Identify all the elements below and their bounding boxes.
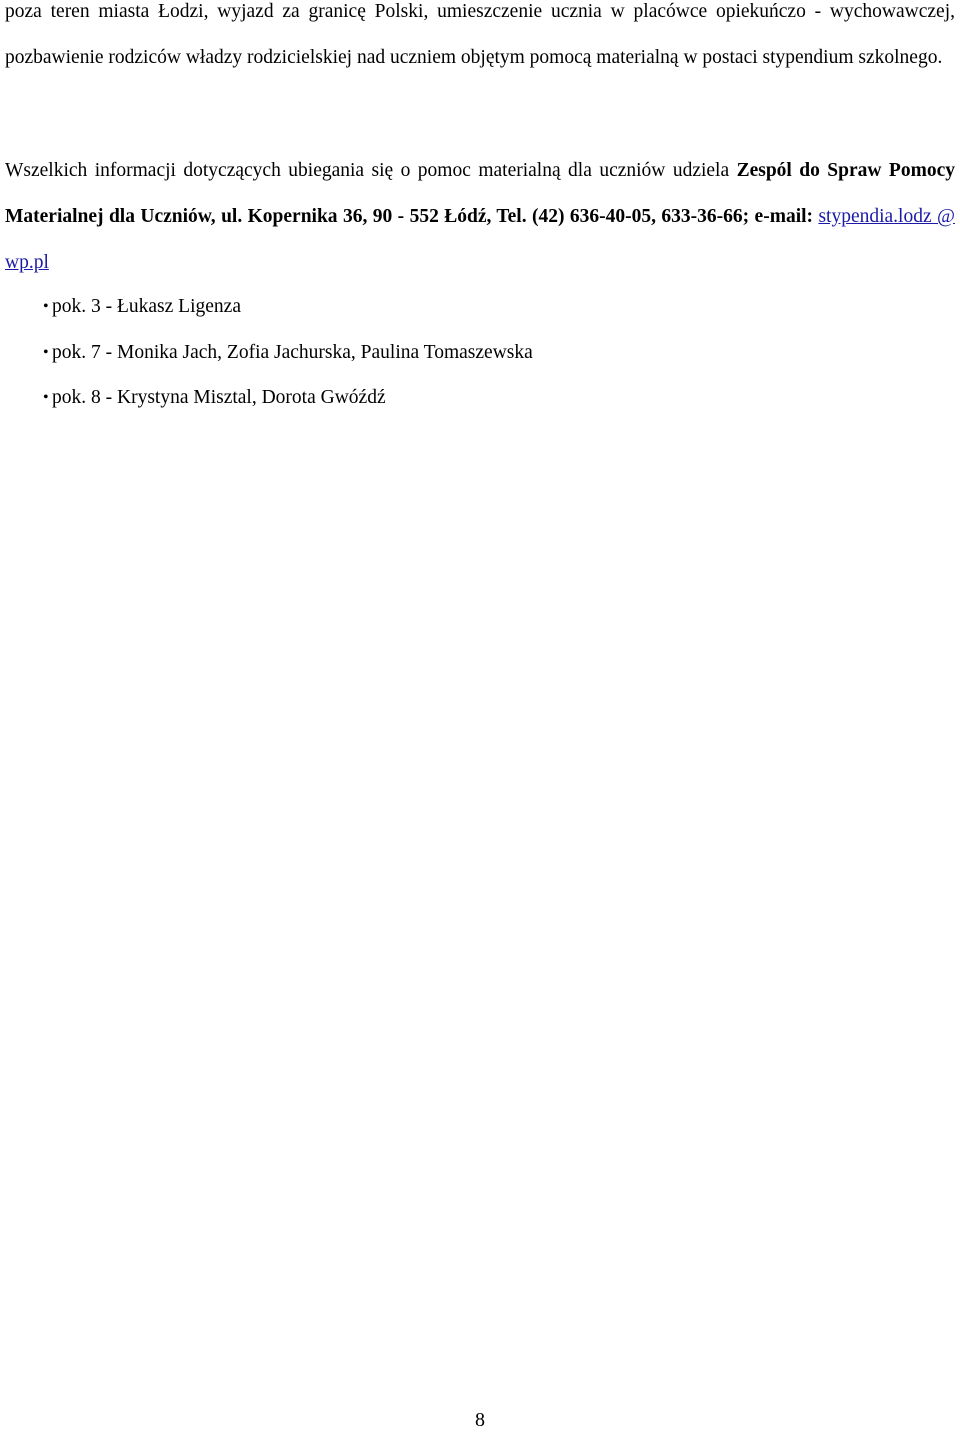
- bullet-icon: •: [43, 389, 49, 406]
- bullet-icon: •: [43, 298, 49, 315]
- room-list-item: [43, 375, 533, 421]
- paragraph-contact-info: [5, 148, 955, 286]
- paragraph-conditions: [5, 0, 955, 81]
- page-number: 8: [475, 1409, 485, 1431]
- room-list-item: [43, 330, 533, 376]
- email-link[interactable]: stypendia.lodz @ wp.pl: [5, 206, 955, 273]
- document-page: [5, 0, 955, 1430]
- contact-office-details: Zespól do Spraw Pomocy Materialnej dla Uczniów, ul. Kopernika 36, 90 - 552 Łódź, Tel. (42) 636-40-05, 633-36-66; e-mail:: [5, 160, 955, 227]
- room-list-item: [43, 284, 533, 330]
- room-list: [43, 284, 533, 421]
- room-label: pok. 3 - Łukasz Ligenza: [52, 296, 241, 317]
- room-label: pok. 8 - Krystyna Misztal, Dorota Gwóźdź: [52, 387, 386, 408]
- paragraph-conditions-text: poza teren miasta Łodzi, wyjazd za granicę Polski, umieszczenie ucznia w placówce opiekuńczo - wychowawczej, pozbawienie rodziców władzy rodzicielskiej nad uczniem objętym pomocą materialną w postaci stypendium szkolnego.: [5, 1, 955, 68]
- contact-intro-text: Wszelkich informacji dotyczących ubiegania się o pomoc materialną dla uczniów udziela: [5, 160, 737, 181]
- bullet-icon: •: [43, 343, 49, 361]
- room-label: pok. 7 - Monika Jach, Zofia Jachurska, Paulina Tomaszewska: [52, 341, 533, 363]
